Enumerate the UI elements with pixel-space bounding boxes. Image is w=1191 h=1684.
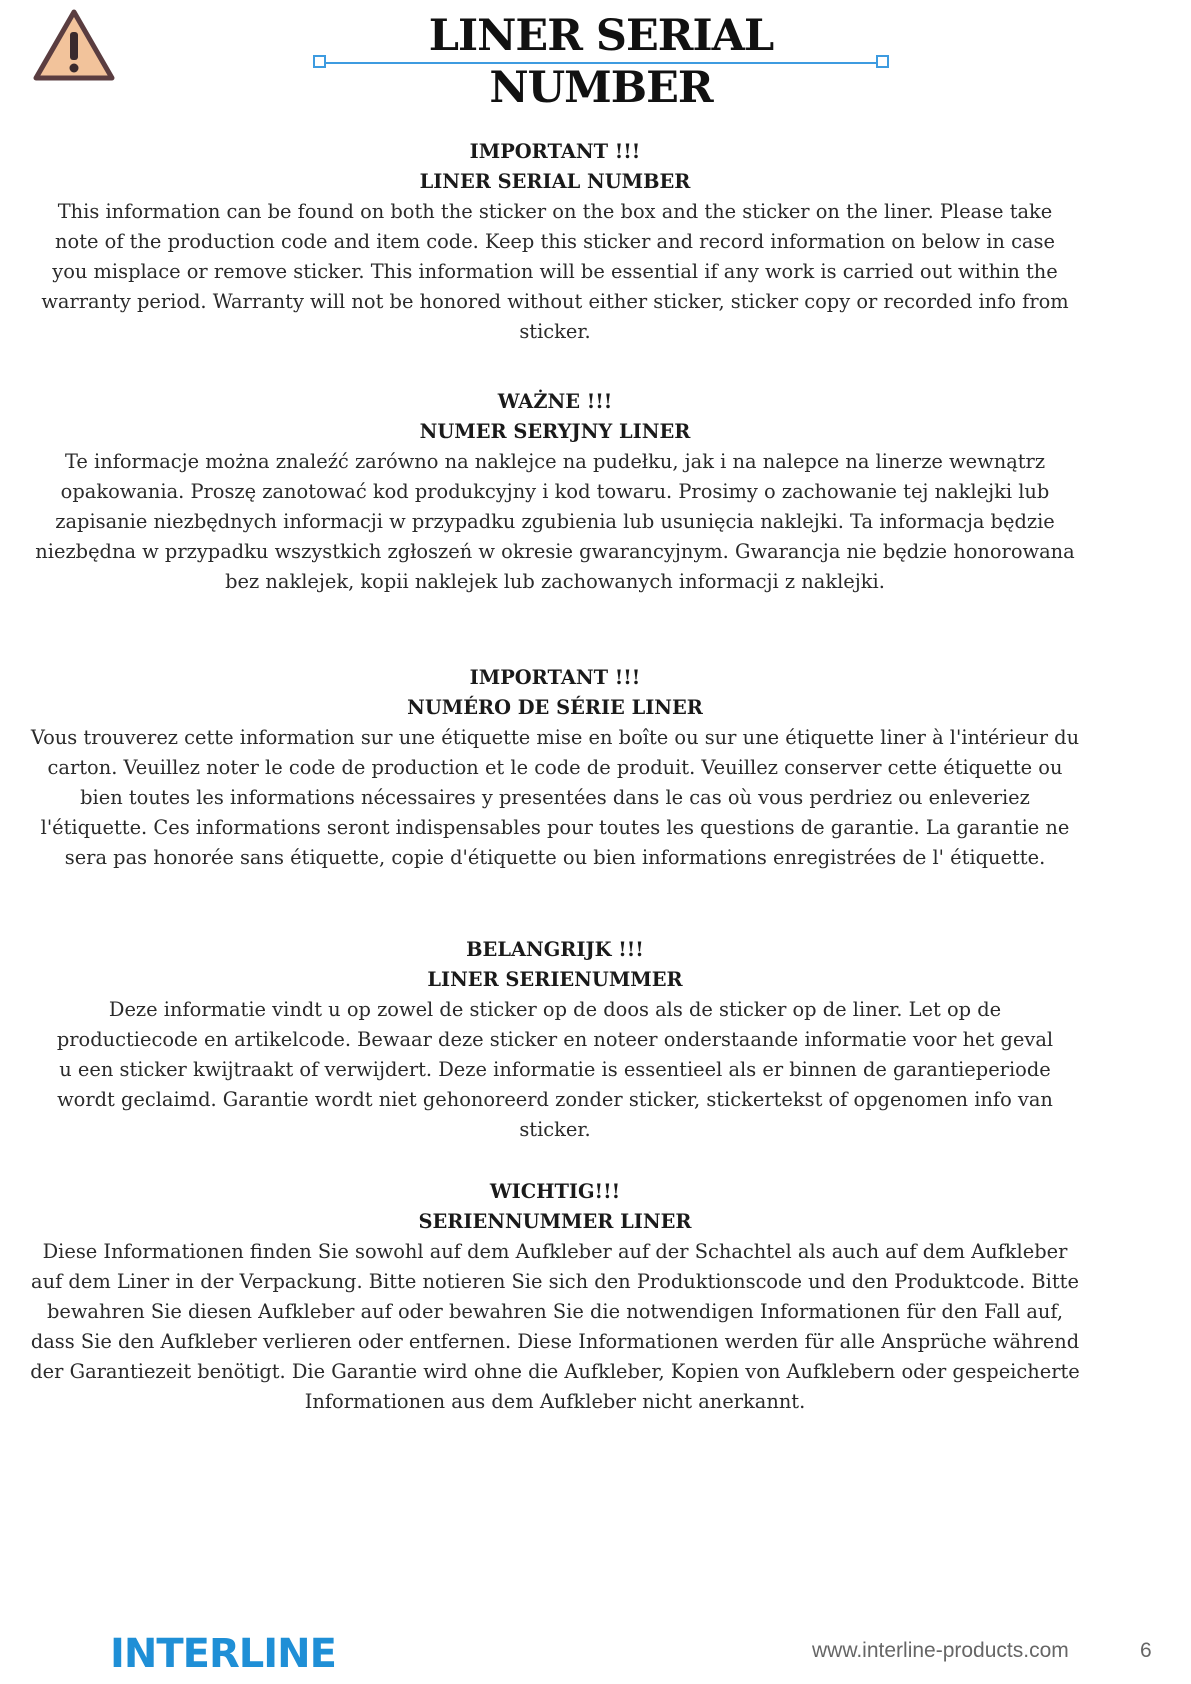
resize-handle-right[interactable] xyxy=(876,55,889,68)
section-body: This information can be found on both the sticker on the box and the sticker on the liner. Please take note of the production code and item code. Keep this sticker and record information on below in case you misplace or remove sticker. This information will be essential if any work is carried out within the warranty period. Warranty will not be honored without either sticker, sticker copy or recorded info from sticker. xyxy=(41,200,1069,343)
page-title-frame[interactable] xyxy=(318,10,884,113)
section-important-label: IMPORTANT !!! xyxy=(469,140,641,163)
section-german xyxy=(30,1177,1080,1417)
section-important-label: WICHTIG!!! xyxy=(489,1180,621,1203)
selection-underline xyxy=(322,62,880,64)
section-important-label: BELANGRIJK !!! xyxy=(466,938,644,961)
section-heading: LINER SERIAL NUMBER xyxy=(419,170,691,193)
section-polish xyxy=(30,387,1080,597)
section-heading: NUMER SERYJNY LINER xyxy=(419,420,691,443)
page-title: LINER SERIAL NUMBER xyxy=(428,11,774,113)
section-body: Vous trouverez cette information sur une étiquette mise en boîte ou sur une étiquette liner à l'intérieur du carton. Veuillez noter le code de production et le code de produit. Veuillez conserver cette étiquette ou bien toutes les informations nécessaires y presentées dans le cas où vous perdriez ou enleveriez l'étiquette. Ces informations seront indispensables pour toutes les questions de garantie. La garantie ne sera pas honorée sans étiquette, copie d'étiquette ou bien informations enregistrées de l' étiquette. xyxy=(30,726,1080,869)
section-heading: NUMÉRO DE SÉRIE LINER xyxy=(407,696,703,719)
footer-website-link[interactable]: www.interline-products.com xyxy=(812,1639,1069,1662)
page-number: 6 xyxy=(1140,1639,1152,1662)
section-heading: LINER SERIENUMMER xyxy=(427,968,683,991)
section-important-label: WAŻNE !!! xyxy=(497,390,613,413)
svg-text:INTERLINE: INTERLINE xyxy=(110,1631,336,1677)
section-body: Deze informatie vindt u op zowel de sticker op de doos als de sticker op de liner. Let op de productiecode en artikelcode. Bewaar deze sticker en noteer onderstaande informatie voor het geval u een sticker kwijtraakt of verwijdert. Deze informatie is essentieel als er binnen de garantieperiode wordt geclaimd. Garantie wordt niet gehonoreerd zonder sticker, stickertekst of opgenomen info van sticker. xyxy=(56,998,1054,1141)
section-dutch xyxy=(30,935,1080,1145)
interline-logo xyxy=(110,1630,336,1677)
section-body: Te informacje można znaleźć zarówno na naklejce na pudełku, jak i na nalepce na linerze wewnątrz opakowania. Proszę zanotować kod produkcyjny i kod towaru. Prosimy o zachowanie tej naklejki lub zapisanie niezbędnych informacji w przypadku zgubienia lub usunięcia naklejki. Ta informacja będzie niezbędna w przypadku wszystkich zgłoszeń w okresie gwarancyjnym. Gwarancja nie będzie honorowana bez naklejek, kopii naklejek lub zachowanych informacji z naklejki. xyxy=(35,450,1075,593)
section-body: Diese Informationen finden Sie sowohl auf dem Aufkleber auf der Schachtel als auch auf dem Aufkleber auf dem Liner in der Verpackung. Bitte notieren Sie sich den Produktionscode und den Produktcode. Bitte bewahren Sie diesen Aufkleber auf oder bewahren Sie die notwendigen Informationen für den Fall auf, dass Sie den Aufkleber verlieren oder entfernen. Diese Informationen werden für alle Ansprüche während der Garantiezeit benötigt. Die Garantie wird ohne die Aufkleber, Kopien von Aufklebern oder gespeicherte Informationen aus dem Aufkleber nicht anerkannt. xyxy=(30,1240,1080,1413)
resize-handle-left[interactable] xyxy=(313,55,326,68)
section-heading: SERIENNUMMER LINER xyxy=(418,1210,692,1233)
section-english xyxy=(30,137,1080,347)
section-important-label: IMPORTANT !!! xyxy=(469,666,641,689)
warning-triangle-icon xyxy=(32,8,116,82)
section-french xyxy=(30,663,1080,873)
